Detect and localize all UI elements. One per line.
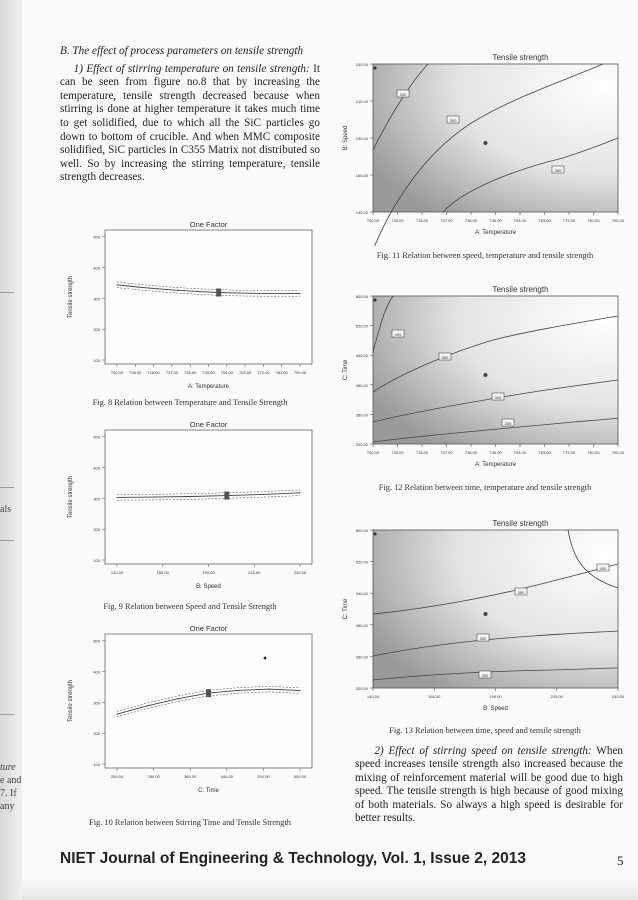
figure-12 bbox=[333, 282, 629, 478]
contour-label: 240 bbox=[399, 91, 407, 97]
journal-footer: NIET Journal of Engineering & Technology, Vol. 1, Issue 2, 2013 bbox=[60, 850, 526, 867]
x-tick-label: 745.00 bbox=[202, 370, 215, 375]
y-axis-label: Tensile strength bbox=[68, 275, 74, 319]
y-tick-label: 200 bbox=[93, 527, 100, 533]
chart-svg bbox=[60, 622, 322, 800]
x-axis-label: A: Temperature bbox=[188, 384, 229, 390]
y-tick-label: 100 bbox=[93, 762, 100, 767]
y-tick-label: 360.00 bbox=[355, 622, 368, 628]
chart-svg bbox=[333, 50, 629, 246]
y-tick-label: 500 bbox=[93, 434, 100, 440]
y-tick-label: 300 bbox=[93, 700, 100, 706]
x-tick-label: 250.00 bbox=[110, 774, 124, 779]
design-point bbox=[484, 612, 488, 616]
x-tick-label: 165.00 bbox=[428, 694, 441, 699]
y-tick-label: 200 bbox=[93, 731, 100, 737]
section-heading: B. The effect of process parameters on tensile strength bbox=[60, 45, 304, 57]
x-tick-label: 700.00 bbox=[366, 450, 380, 455]
x-tick-label: 215.00 bbox=[248, 570, 261, 575]
section-text bbox=[60, 45, 320, 185]
data-point bbox=[299, 492, 300, 493]
y-tick-label: 360.00 bbox=[355, 382, 368, 388]
y-tick-label: 240.00 bbox=[355, 62, 368, 67]
x-tick-label: 700.00 bbox=[110, 370, 124, 375]
figure-caption: Fig. 13 Relation between time, speed and tensile strength bbox=[389, 726, 581, 735]
x-tick-label: 727.00 bbox=[440, 218, 453, 223]
x-tick-label: 745.00 bbox=[489, 218, 502, 223]
design-point bbox=[484, 373, 488, 377]
y-tick-label: 200.00 bbox=[355, 442, 368, 447]
contour-label: 300 bbox=[449, 117, 457, 123]
y-axis-label: C: Time bbox=[343, 598, 349, 620]
x-tick-label: 736.00 bbox=[464, 450, 478, 455]
contour-label: 350 bbox=[554, 167, 562, 173]
data-point bbox=[226, 495, 227, 496]
data-point bbox=[116, 284, 117, 285]
x-tick-label: 754.00 bbox=[220, 370, 233, 375]
design-point bbox=[374, 299, 377, 302]
x-axis-label: C: Time bbox=[198, 788, 219, 794]
chart-svg bbox=[333, 282, 629, 478]
x-tick-label: 550.00 bbox=[293, 774, 307, 779]
figure-9 bbox=[60, 418, 322, 596]
y-tick-label: 600.00 bbox=[355, 528, 368, 533]
x-tick-label: 709.00 bbox=[391, 450, 404, 455]
x-tick-label: 790.00 bbox=[293, 370, 307, 375]
y-axis-label: Tensile strength bbox=[68, 475, 74, 519]
subsection-lead: 1) Effect of stirring temperature on tensile strength: bbox=[73, 62, 310, 75]
data-point bbox=[137, 286, 138, 287]
data-point bbox=[190, 496, 191, 497]
y-tick-label: 520.00 bbox=[355, 559, 368, 565]
cut-text: ture bbox=[0, 762, 16, 773]
x-tick-label: 781.00 bbox=[587, 450, 600, 455]
paragraph bbox=[60, 63, 320, 185]
data-point bbox=[177, 290, 178, 291]
x-tick-label: 700.00 bbox=[366, 218, 380, 223]
figure-11 bbox=[333, 50, 629, 246]
y-tick-label: 100 bbox=[93, 558, 100, 563]
chart-title: Tensile strength bbox=[492, 53, 549, 62]
y-tick-label: 300 bbox=[93, 496, 100, 502]
x-axis-label: A: Temperature bbox=[475, 230, 516, 236]
contour-label: 350 bbox=[517, 589, 525, 595]
x-tick-label: 781.00 bbox=[587, 218, 600, 223]
data-point bbox=[299, 293, 300, 294]
x-tick-label: 520.00 bbox=[257, 774, 270, 779]
x-tick-label: 772.00 bbox=[257, 370, 270, 375]
figure-8 bbox=[60, 218, 322, 396]
data-point bbox=[153, 497, 154, 498]
data-point bbox=[157, 288, 158, 289]
x-tick-label: 736.00 bbox=[464, 218, 478, 223]
paragraph-body: It can be seen from figure no.8 that by increasing the temperature, tensile strength decreased because when stirring is done at higher temperature it takes much time to get solidified, due to which all the SiC particles go down to bottom of crucible. And when MMC composite solidified, SiC particles in C355 Matrix not distributed so well. So by increasing the stirring temperature, tensile strength decreases. bbox=[60, 62, 320, 184]
contour-label: 250 bbox=[504, 420, 512, 426]
x-tick-label: 718.00 bbox=[147, 370, 160, 375]
y-tick-label: 440.00 bbox=[355, 353, 368, 359]
chart-svg bbox=[60, 418, 322, 596]
plot-frame bbox=[105, 230, 312, 364]
chart-svg bbox=[60, 218, 322, 396]
x-tick-label: 763.00 bbox=[238, 370, 252, 375]
subsection-lead: 2) Effect of stirring speed on tensile strength: bbox=[374, 745, 592, 757]
contour-label: 300 bbox=[494, 394, 502, 400]
y-tick-label: 190.00 bbox=[355, 136, 368, 141]
x-tick-label: 360.00 bbox=[184, 774, 197, 779]
cut-text: e and bbox=[0, 775, 22, 786]
figure-caption: Fig. 11 Relation between speed, temperature and tensile strength bbox=[376, 251, 594, 260]
figure-caption: Fig. 8 Relation between Temperature and Tensile Strength bbox=[92, 398, 288, 407]
x-tick-label: 745.00 bbox=[489, 450, 502, 455]
x-tick-label: 727.00 bbox=[165, 370, 179, 375]
data-point bbox=[218, 292, 219, 293]
figure-caption: Fig. 12 Relation between time, temperature and tensile strength bbox=[378, 483, 592, 492]
data-point bbox=[238, 293, 239, 294]
design-point bbox=[374, 533, 377, 536]
x-tick-label: 763.00 bbox=[538, 218, 551, 223]
x-tick-label: 709.00 bbox=[391, 218, 404, 223]
x-tick-label: 718.00 bbox=[415, 218, 429, 223]
y-tick-label: 280.00 bbox=[355, 412, 368, 418]
data-point bbox=[116, 713, 117, 714]
x-tick-label: 190.00 bbox=[202, 570, 215, 575]
paragraph-body: When speed increases tensile strength also increased because the mixing of reinforcement material will be good due to high speed. The tensile strength is high because of good mixing of both materials. So always a high speed is desirable for better results. bbox=[355, 745, 624, 825]
cut-text: any bbox=[0, 801, 15, 812]
edge-rule bbox=[0, 540, 14, 541]
y-tick-label: 520.00 bbox=[355, 323, 368, 329]
x-tick-label: 790.00 bbox=[611, 450, 625, 455]
x-tick-label: 240.00 bbox=[293, 570, 307, 575]
x-axis-label: B: Speed bbox=[483, 706, 508, 712]
chart-title: Tensile strength bbox=[492, 519, 549, 528]
data-point bbox=[259, 293, 260, 294]
x-tick-label: 772.00 bbox=[562, 450, 576, 455]
plot-frame bbox=[105, 634, 312, 768]
chart-svg bbox=[333, 516, 629, 722]
chart-title: Tensile strength bbox=[492, 285, 549, 294]
section-text-2 bbox=[355, 745, 623, 825]
y-axis-label: Tensile strength bbox=[68, 679, 74, 723]
x-tick-label: 440.00 bbox=[220, 774, 233, 779]
x-tick-label: 140.00 bbox=[110, 570, 124, 575]
contour-label: 350 bbox=[441, 354, 449, 360]
edge-rule bbox=[0, 487, 14, 488]
data-point bbox=[263, 494, 264, 495]
y-axis-label: B: Speed bbox=[343, 125, 349, 151]
contour-label: 300 bbox=[479, 635, 487, 641]
y-tick-label: 300 bbox=[93, 296, 100, 302]
y-tick-label: 200 bbox=[93, 327, 100, 333]
x-tick-label: 727.00 bbox=[440, 450, 453, 455]
design-point bbox=[374, 67, 377, 70]
page-number: 5 bbox=[617, 853, 624, 868]
x-tick-label: 718.00 bbox=[415, 450, 429, 455]
plot-area bbox=[373, 530, 618, 688]
cut-text: als bbox=[0, 504, 12, 515]
chart-title: One Factor bbox=[189, 624, 228, 633]
y-tick-label: 280.00 bbox=[355, 654, 368, 660]
x-tick-label: 165.00 bbox=[156, 570, 169, 575]
data-point bbox=[279, 293, 280, 294]
y-tick-label: 440.00 bbox=[355, 591, 368, 597]
figure-caption: Fig. 9 Relation between Speed and Tensile Strength bbox=[103, 602, 277, 611]
page-bottom-shade bbox=[22, 878, 638, 900]
x-axis-label: A: Temperature bbox=[475, 462, 516, 468]
edge-rule bbox=[0, 714, 14, 715]
x-tick-label: 240.00 bbox=[611, 694, 625, 699]
y-tick-label: 200.00 bbox=[355, 686, 368, 691]
cut-text: 7. If bbox=[0, 788, 17, 799]
x-tick-label: 280.00 bbox=[147, 774, 160, 779]
x-axis-label: B: Speed bbox=[196, 584, 221, 590]
data-point bbox=[208, 693, 209, 694]
data-point bbox=[269, 689, 270, 690]
stray-mark bbox=[264, 657, 267, 660]
y-tick-label: 600.00 bbox=[355, 294, 368, 299]
y-axis-label: C: Time bbox=[343, 359, 349, 381]
y-tick-label: 400 bbox=[93, 265, 100, 271]
y-tick-label: 140.00 bbox=[355, 210, 368, 215]
x-tick-label: 215.00 bbox=[550, 694, 563, 699]
contour-label: 400 bbox=[599, 565, 607, 571]
x-tick-label: 708.00 bbox=[129, 370, 142, 375]
x-tick-label: 754.00 bbox=[513, 450, 527, 455]
x-tick-label: 763.00 bbox=[538, 450, 551, 455]
design-point bbox=[484, 141, 488, 145]
x-tick-label: 736.00 bbox=[184, 370, 197, 375]
x-tick-label: 754.00 bbox=[513, 218, 527, 223]
data-point bbox=[198, 291, 199, 292]
y-tick-label: 500 bbox=[93, 234, 100, 240]
data-point bbox=[116, 497, 117, 498]
data-point bbox=[299, 690, 300, 691]
x-tick-label: 781.00 bbox=[275, 370, 288, 375]
contour-label: 250 bbox=[481, 672, 489, 678]
y-tick-label: 165.00 bbox=[355, 173, 368, 178]
plot-area bbox=[373, 296, 618, 444]
figure-caption: Fig. 10 Relation between Stirring Time and Tensile Strength bbox=[89, 818, 291, 827]
edge-rule bbox=[0, 292, 14, 293]
figure-13 bbox=[333, 516, 629, 722]
chart-title: One Factor bbox=[189, 420, 228, 429]
y-tick-label: 100 bbox=[93, 358, 100, 363]
data-point bbox=[238, 690, 239, 691]
x-tick-label: 140.00 bbox=[366, 694, 380, 699]
x-tick-label: 772.00 bbox=[562, 218, 576, 223]
y-tick-label: 215.00 bbox=[355, 99, 368, 104]
y-tick-label: 400 bbox=[93, 465, 100, 471]
y-tick-label: 400 bbox=[93, 669, 100, 675]
x-tick-label: 790.00 bbox=[611, 218, 625, 223]
x-tick-label: 190.00 bbox=[489, 694, 502, 699]
contour-label: 400 bbox=[394, 331, 402, 337]
y-tick-label: 500 bbox=[93, 638, 100, 644]
data-point bbox=[177, 698, 178, 699]
chart-title: One Factor bbox=[189, 220, 228, 229]
data-point bbox=[147, 705, 148, 706]
paragraph bbox=[355, 745, 623, 825]
figure-10 bbox=[60, 622, 322, 800]
